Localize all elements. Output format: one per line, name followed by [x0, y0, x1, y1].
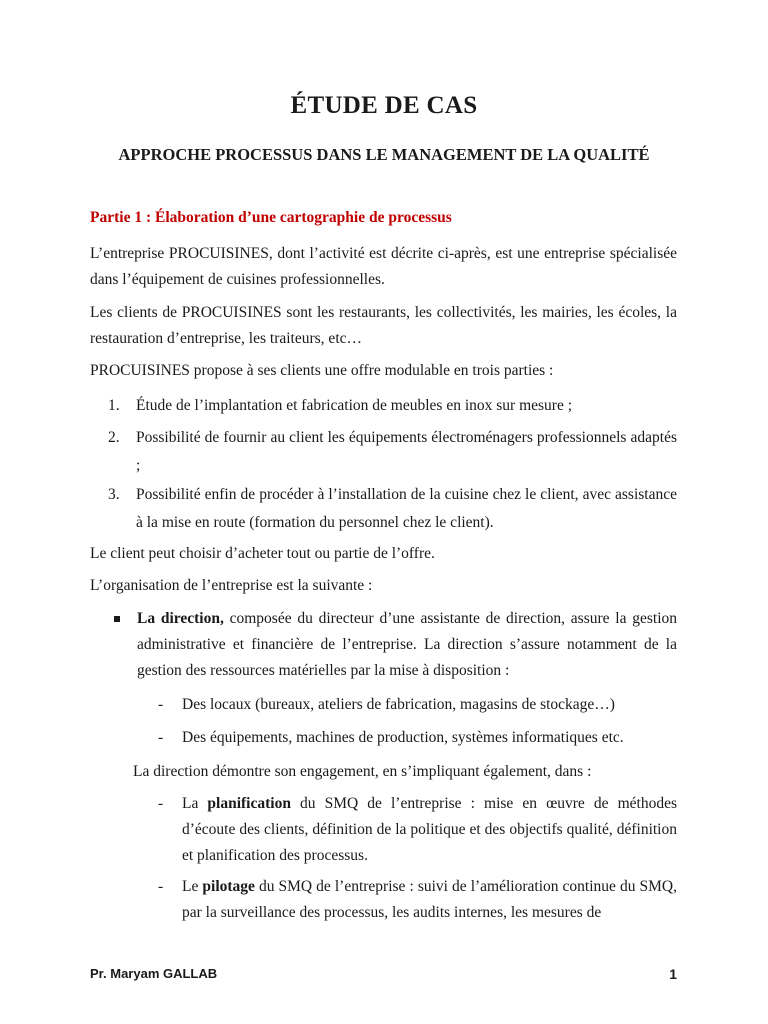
pilotage-label: pilotage [202, 878, 255, 895]
resource-text: Des locaux (bureaux, ateliers de fabrication, magasins de stockage…) [182, 696, 615, 713]
resource-item [158, 725, 677, 751]
dash-marker: - [158, 729, 164, 746]
square-bullet-icon [114, 616, 120, 622]
paragraph-offer-intro: PROCUISINES propose à ses clients une offre modulable en trois parties : [90, 362, 554, 379]
offer-item-number: 1. [108, 397, 120, 414]
page-subtitle: APPROCHE PROCESSUS DANS LE MANAGEMENT DE LA QUALITÉ [118, 145, 650, 164]
resource-text: Des équipements, machines de production, systèmes informatiques etc. [182, 729, 624, 746]
offer-item-number: 2. [108, 429, 120, 446]
planification-text [182, 791, 677, 869]
paragraph-clients: Les clients de PROCUISINES sont les restaurants, les collectivités, les mairies, les écoles, la restauration d’entreprise, les traiteurs, etc… [90, 304, 677, 347]
pilotage-text [182, 874, 677, 926]
resource-item [158, 692, 677, 718]
offer-item-number: 3. [108, 486, 120, 503]
offer-item [108, 481, 677, 537]
paragraph-company: L’entreprise PROCUISINES, dont l’activité est décrite ci-après, est une entreprise spécialisée dans l’équipement de cuisines professionnelles. [90, 245, 677, 288]
planification-item [158, 791, 677, 869]
pilotage-prefix: Le [182, 878, 203, 895]
pilotage-description: du SMQ de l’entreprise : suivi de l’amélioration continue du SMQ, par la surveillance des processus, les audits internes, les mesures de [182, 878, 677, 921]
direction-label: La direction, [137, 610, 224, 627]
page-title: ÉTUDE DE CAS [290, 92, 478, 119]
offer-item [108, 392, 677, 420]
offer-item-text: Possibilité enfin de procéder à l’installation de la cuisine chez le client, avec assistance à la mise en route (formation du personnel chez le client). [136, 486, 677, 531]
offer-item-text: Étude de l’implantation et fabrication de meubles en inox sur mesure ; [136, 397, 573, 414]
offer-item-text: Possibilité de fournir au client les équipements électroménagers professionnels adaptés ; [136, 429, 677, 474]
direction-text [137, 606, 677, 684]
planification-label: planification [207, 795, 291, 812]
pilotage-item [158, 874, 677, 926]
dash-marker: - [158, 795, 164, 812]
dash-marker: - [158, 878, 164, 895]
offer-item [108, 424, 677, 480]
paragraph-choice: Le client peut choisir d’acheter tout ou partie de l’offre. [90, 545, 435, 562]
direction-bullet-item [112, 606, 677, 684]
part-heading: Partie 1 : Élaboration d’une cartographie de processus [90, 209, 452, 226]
engagement-text: La direction démontre son engagement, en s’impliquant également, dans : [133, 763, 592, 780]
dash-marker: - [158, 696, 164, 713]
planification-description: du SMQ de l’entreprise : mise en œuvre de méthodes d’écoute des clients, définition de la politique et des objectifs qualité, définition et planification des processus. [182, 795, 677, 864]
paragraph-organisation: L’organisation de l’entreprise est la suivante : [90, 577, 373, 594]
footer-author: Pr. Maryam GALLAB [90, 966, 218, 981]
direction-description: composée du directeur d’une assistante de direction, assure la gestion administrative et financière de l’entreprise. La direction s’assure notamment de la gestion des ressources matérielles par la mise à disposition : [137, 610, 677, 679]
planification-prefix: La [182, 795, 208, 812]
page-number: 1 [669, 966, 677, 982]
